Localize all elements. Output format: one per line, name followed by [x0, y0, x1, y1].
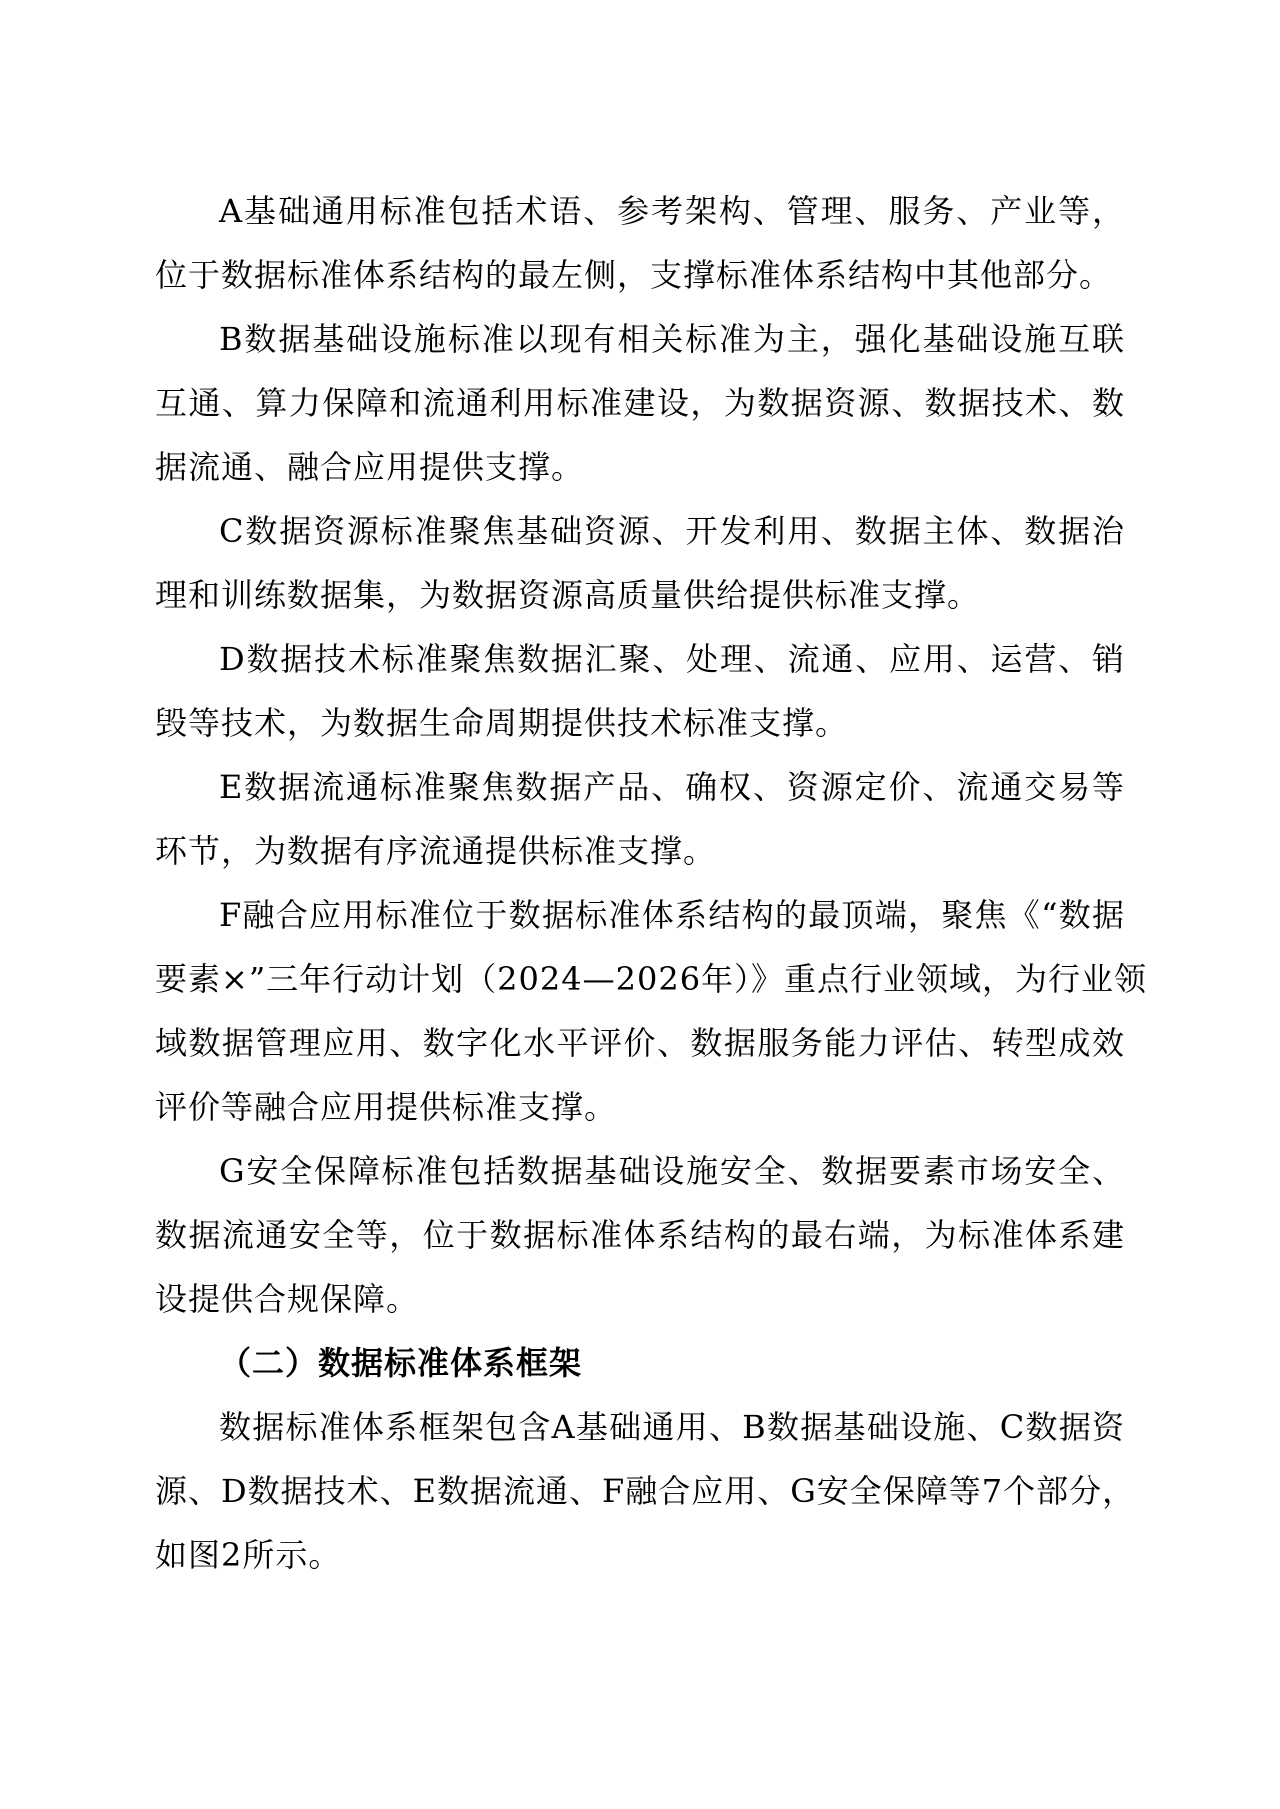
text-line: 数据流通安全等，位于数据标准体系结构的最右端，为标准体系建	[155, 1216, 1125, 1254]
text-line: 据流通、融合应用提供支撑。	[155, 448, 585, 486]
text-line: 评价等融合应用提供标准支撑。	[155, 1088, 618, 1126]
paragraph-d-data-technology	[155, 627, 1125, 755]
text-line: 理和训练数据集，为数据资源高质量供给提供标准支撑。	[155, 576, 981, 614]
text-line: B数据基础设施标准以现有相关标准为主，强化基础设施互联	[219, 320, 1125, 358]
text-line: D数据技术标准聚焦数据汇聚、处理、流通、应用、运营、销	[219, 640, 1125, 678]
paragraph-c-data-resources	[155, 499, 1125, 627]
paragraph-e-data-circulation	[155, 755, 1125, 883]
text-line: 环节，为数据有序流通提供标准支撑。	[155, 832, 717, 870]
text-line: C数据资源标准聚焦基础资源、开发利用、数据主体、数据治	[219, 512, 1125, 550]
paragraph-a-basic-general	[155, 179, 1125, 307]
text-line: 域数据管理应用、数字化水平评价、数据服务能力评估、转型成效	[155, 1024, 1125, 1062]
text-line: 毁等技术，为数据生命周期提供技术标准支撑。	[155, 704, 849, 742]
text-line: G安全保障标准包括数据基础设施安全、数据要素市场安全、	[219, 1152, 1125, 1190]
text-line: 互通、算力保障和流通利用标准建设，为数据资源、数据技术、数	[155, 384, 1125, 422]
text-line: 设提供合规保障。	[155, 1280, 420, 1318]
paragraph-framework-overview	[155, 1395, 1136, 1587]
text-line: A基础通用标准包括术语、参考架构、管理、服务、产业等，	[219, 192, 1125, 230]
paragraph-f-integrated-application	[155, 883, 1148, 1139]
text-line: E数据流通标准聚焦数据产品、确权、资源定价、流通交易等	[219, 768, 1125, 806]
document-body	[155, 179, 1148, 1587]
paragraph-b-data-infrastructure	[155, 307, 1125, 499]
section-heading-framework: （二）数据标准体系框架	[219, 1344, 583, 1382]
text-line: 数据标准体系框架包含A基础通用、B数据基础设施、C数据资	[219, 1408, 1125, 1446]
text-line: 源、D数据技术、E数据流通、F融合应用、G安全保障等7个部分，	[155, 1472, 1136, 1510]
text-line: 要素×”三年行动计划（2024—2026年）》重点行业领域，为行业领	[155, 960, 1148, 998]
text-line: F融合应用标准位于数据标准体系结构的最顶端，聚焦《“数据	[219, 896, 1125, 934]
text-line: 位于数据标准体系结构的最左侧，支撑标准体系结构中其他部分。	[155, 256, 1113, 294]
text-line: 如图2所示。	[155, 1536, 342, 1574]
paragraph-g-security-assurance	[155, 1139, 1125, 1331]
